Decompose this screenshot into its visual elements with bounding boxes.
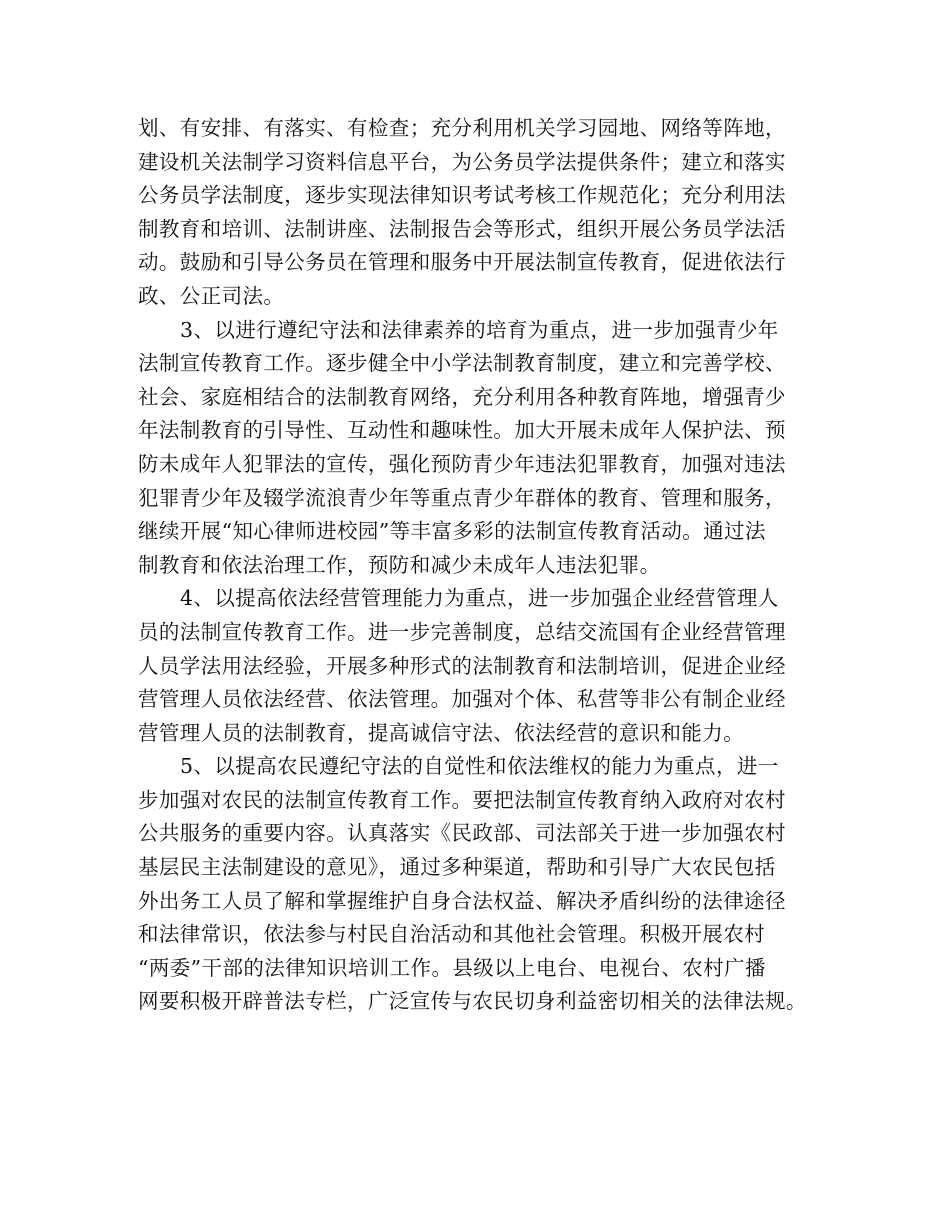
text-line: 公务员学法制度，逐步实现法律知识考试考核工作规范化；充分利用法 xyxy=(138,183,786,208)
text-line: 营管理人员的法制教育，提高诚信守法、依法经营的意识和能力。 xyxy=(138,720,745,745)
text-line: 网要积极开辟普法专栏，广泛宣传与农民切身利益密切相关的法律法规。 xyxy=(138,989,807,1014)
text-line: 和法律常识，依法参与村民自治活动和其他社会管理。积极开展农村 xyxy=(138,922,765,947)
text-line: 划、有安排、有落实、有检查；充分利用机关学习园地、网络等阵地， xyxy=(138,116,786,140)
text-line: 社会、家庭相结合的法制教育网络，充分利用各种教育阵地，增强青少 xyxy=(138,384,786,409)
paragraph-first-line: 4、以提高依法经营管理能力为重点，进一步加强企业经营管理人 xyxy=(180,586,779,611)
text-line: 制教育和依法治理工作，预防和减少未成年人违法犯罪。 xyxy=(138,552,661,577)
text-line: 营管理人员依法经营、依法管理。加强对个体、私营等非公有制企业经 xyxy=(138,687,786,712)
text-line: 动。鼓励和引导公务员在管理和服务中开展法制宣传教育，促进依法行 xyxy=(138,250,786,275)
text-line: 年法制教育的引导性、互动性和趣味性。加大开展未成年人保护法、预 xyxy=(138,418,786,443)
paragraph-first-line: 5、以提高农民遵纪守法的自觉性和依法维权的能力为重点，进一 xyxy=(180,754,779,779)
text-line: “两委”干部的法律知识培训工作。县级以上电台、电视台、农村广播 xyxy=(138,955,766,980)
text-line: 员的法制宣传教育工作。进一步完善制度，总结交流国有企业经营管理 xyxy=(138,619,786,644)
text-line: 步加强对农民的法制宣传教育工作。要把法制宣传教育纳入政府对农村 xyxy=(138,787,786,812)
paragraph-first-line: 3、以进行遵纪守法和法律素养的培育为重点，进一步加强青少年 xyxy=(180,317,779,342)
text-line: 犯罪青少年及辍学流浪青少年等重点青少年群体的教育、管理和服务， xyxy=(138,485,786,510)
document-body xyxy=(138,112,828,1019)
text-line: 法制宣传教育工作。逐步健全中小学法制教育制度，建立和完善学校、 xyxy=(138,351,786,376)
text-line: 公共服务的重要内容。认真落实《民政部、司法部关于进一步加强农村 xyxy=(138,821,786,846)
text-line: 基层民主法制建设的意见》，通过多种渠道，帮助和引导广大农民包括 xyxy=(138,855,776,880)
text-line: 政、公正司法。 xyxy=(138,283,285,308)
text-line: 人员学法用法经验，开展多种形式的法制教育和法制培训，促进企业经 xyxy=(138,653,786,678)
text-line: 建设机关法制学习资料信息平台，为公务员学法提供条件；建立和落实 xyxy=(138,149,786,174)
text-line: 制教育和培训、法制讲座、法制报告会等形式，组织开展公务员学法活 xyxy=(138,216,786,241)
text-line: 继续开展“知心律师进校园”等丰富多彩的法制宣传教育活动。通过法 xyxy=(138,519,766,544)
text-line: 外出务工人员了解和掌握维护自身合法权益、解决矛盾纠纷的法律途径 xyxy=(138,888,786,913)
text-line: 防未成年人犯罪法的宣传，强化预防青少年违法犯罪教育，加强对违法 xyxy=(138,451,786,476)
